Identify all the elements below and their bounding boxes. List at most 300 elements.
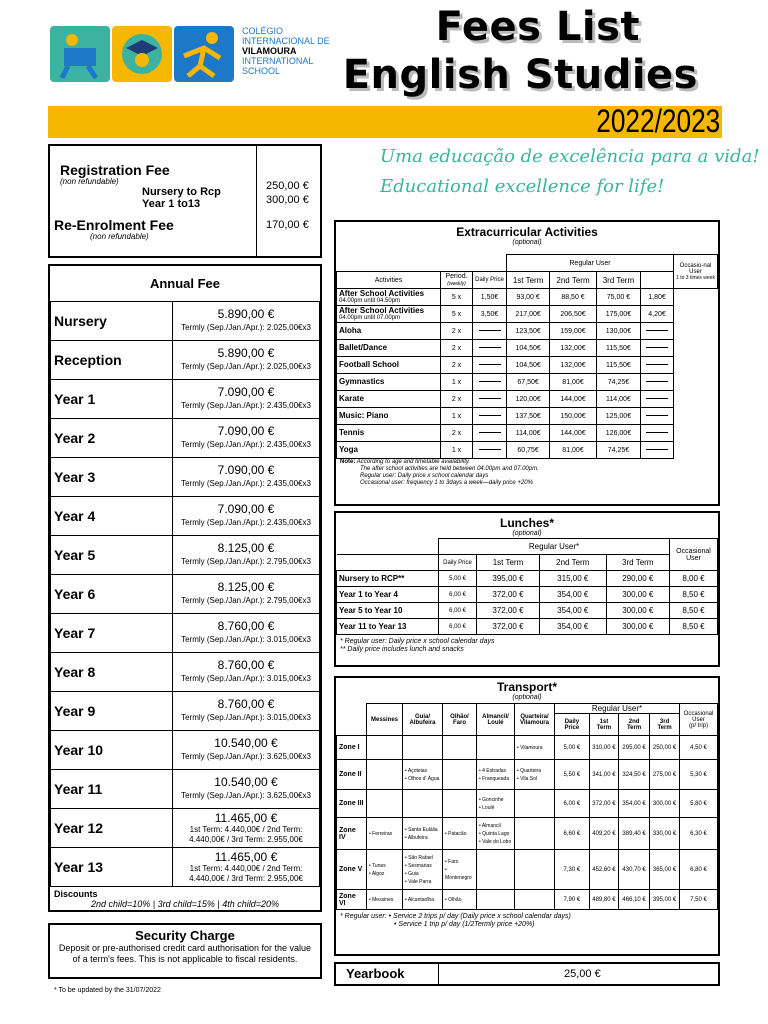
slogan-en: Educational excellence for life! — [380, 176, 665, 197]
transport-box — [334, 676, 720, 956]
eca-daily — [473, 374, 507, 391]
eca-t2: 81,00€ — [550, 374, 597, 391]
security-box — [48, 923, 322, 979]
eca-daily-header: Daily Price — [473, 272, 507, 289]
eca-table — [336, 254, 718, 459]
annual-fee-amount: 5.890,00 € — [217, 346, 275, 360]
annual-fee-amount: 8.760,00 € — [217, 697, 275, 711]
transport-t1: 310,00 € — [589, 736, 618, 760]
annual-fee-termly: Termly (Sep./Jan./Apr.): 2.435,00€x3 — [181, 479, 311, 488]
security-text: Deposit or pre-authorised credit card authorisation for the value of a term's fees. This is not applicable to fiscal residents. — [58, 943, 312, 964]
eca-activity-name: Music: Piano — [339, 411, 389, 420]
transport-olhao-places — [443, 818, 477, 850]
transport-messines-header: Messines — [367, 704, 403, 736]
annual-fee-label: Year 12 — [51, 809, 173, 848]
eca-row — [337, 374, 718, 391]
eca-t1: 217,00€ — [507, 306, 550, 323]
annual-fee-cell — [173, 341, 320, 380]
eca-box — [334, 220, 720, 506]
annual-fee-row — [51, 302, 320, 341]
transport-daily: 6,00 € — [555, 790, 590, 818]
annual-fee-termly: Termly (Sep./Jan./Apr.): 2.025,00€x3 — [181, 323, 311, 332]
transport-place: • Alcantarilha — [405, 896, 434, 903]
eca-row — [337, 442, 718, 459]
logo-line: SCHOOL — [242, 66, 281, 76]
transport-guia-places — [403, 790, 443, 818]
transport-place: • Quarteira — [517, 767, 541, 774]
annual-fee-row — [51, 341, 320, 380]
transport-occ: 7,50 € — [680, 890, 718, 910]
transport-occasional-header — [680, 704, 718, 736]
eca-period: 2 x — [441, 357, 473, 374]
transport-quarteira-places — [515, 790, 555, 818]
transport-daily: 7,90 € — [555, 890, 590, 910]
logo-text — [242, 26, 330, 76]
annual-fee-cell — [173, 380, 320, 419]
lunches-label: Nursery to RCP** — [337, 571, 439, 587]
lunches-occasional-header: Occasional User — [670, 539, 718, 571]
eca-activity — [337, 289, 441, 306]
transport-messines-places — [367, 850, 403, 890]
lunches-daily: 5,00 € — [439, 571, 477, 587]
transport-almancil-header: Almancil/ Loulé — [477, 704, 515, 736]
lunches-t1: 372,00 € — [477, 587, 540, 603]
lunches-t1: 395,00 € — [477, 571, 540, 587]
eca-occasional — [641, 374, 674, 391]
transport-guia-places — [403, 818, 443, 850]
yearbook-value: 25,00 € — [564, 968, 601, 980]
eca-t3: 125,00€ — [596, 408, 640, 425]
eca-daily — [473, 391, 507, 408]
eca-t3: 74,25€ — [596, 442, 640, 459]
lunches-box — [334, 511, 720, 667]
slogan-pt: Uma educação de excelência para a vida! — [380, 146, 760, 167]
eca-dash — [646, 347, 668, 348]
discounts — [50, 887, 320, 911]
eca-daily — [473, 425, 507, 442]
eca-dash — [479, 415, 501, 416]
lunches-label: Year 5 to Year 10 — [337, 603, 439, 619]
annual-fee-termly: Termly (Sep./Jan./Apr.): 2.795,00€x3 — [181, 596, 311, 605]
eca-t2: 132,00€ — [550, 340, 597, 357]
transport-olhao-places — [443, 790, 477, 818]
eca-activities-header: Activities — [337, 272, 441, 289]
eca-occasional-note: 1 to 3 times week — [676, 274, 715, 281]
annual-fee-termly: Termly (Sep./Jan./Apr.): 2.025,00€x3 — [181, 362, 311, 371]
eca-activity-name: Tennis — [339, 428, 365, 437]
lunches-label: Year 11 to Year 13 — [337, 619, 439, 635]
annual-fee-cell — [173, 770, 320, 809]
eca-activity-time: 04.00pm until 07.00pm — [339, 314, 401, 321]
eca-activity-name: Football School — [339, 360, 399, 369]
lunches-row — [337, 619, 718, 635]
eca-period-header — [441, 272, 473, 289]
transport-row — [337, 850, 718, 890]
transport-place: • Faro — [445, 858, 459, 865]
discounts-title: Discounts — [54, 889, 98, 899]
annual-fee-row — [51, 458, 320, 497]
eca-subtitle: (optional) — [512, 239, 542, 246]
transport-note: * Regular user: • Service 2 trips p/ day (Daily price x school calendar days) — [340, 913, 571, 920]
lunches-occ: 8,00 € — [670, 571, 718, 587]
eca-period: 1 x — [441, 408, 473, 425]
annual-fee-row — [51, 770, 320, 809]
lunches-t3-header: 3rd Term — [606, 555, 669, 571]
lunches-regular-header: Regular User* — [439, 539, 670, 555]
eca-activity-name: After School Activities — [339, 288, 425, 298]
eca-t1: 60,75€ — [507, 442, 550, 459]
eca-dash — [479, 347, 501, 348]
annual-fee-label: Year 1 — [51, 380, 173, 419]
annual-fee-title: Annual Fee — [50, 266, 320, 302]
eca-activity-time: 04.00pm until 04.50pm — [339, 297, 401, 304]
annual-fee-row — [51, 497, 320, 536]
discounts-text: 2nd child=10% | 3rd child=15% | 4th child=20% — [90, 899, 280, 909]
transport-guia-places — [403, 890, 443, 910]
eca-occasional-value: 1,80€ — [648, 293, 666, 301]
transport-almancil-places — [477, 850, 515, 890]
eca-note-label: Note: — [340, 459, 356, 465]
transport-regular-header: Regular User* — [555, 704, 680, 714]
transport-table — [336, 703, 718, 910]
transport-row — [337, 736, 718, 760]
eca-t2-header: 2nd Term — [550, 272, 597, 289]
annual-fee-label: Year 2 — [51, 419, 173, 458]
eca-dash — [646, 449, 668, 450]
eca-dash — [479, 381, 501, 382]
eca-occasional — [641, 357, 674, 374]
eca-t1: 104,50€ — [507, 357, 550, 374]
transport-t2: 389,40 € — [619, 818, 650, 850]
eca-dash — [479, 449, 501, 450]
transport-occ: 6,30 € — [680, 818, 718, 850]
eca-title: Extracurricular Activities — [456, 225, 598, 239]
eca-period-label: Period. — [445, 273, 468, 280]
transport-almancil-places — [477, 736, 515, 760]
transport-place: • Algoz — [369, 870, 385, 877]
lunches-t2: 354,00 € — [539, 619, 606, 635]
annual-fee-cell — [173, 536, 320, 575]
transport-t1: 372,00 € — [589, 790, 618, 818]
transport-olhao-places — [443, 760, 477, 790]
transport-place: • Quinta Lago — [479, 830, 510, 837]
lunches-t2-header: 2nd Term — [539, 555, 606, 571]
eca-t3: 126,00€ — [596, 425, 640, 442]
annual-fee-amount: 8.125,00 € — [217, 541, 275, 555]
annual-fee-row — [51, 536, 320, 575]
eca-period: 5 x — [441, 306, 473, 323]
school-year: 2022/2023 — [595, 103, 720, 139]
transport-almancil-places — [477, 790, 515, 818]
annual-fee-termly: 1st Term: 4.440,00€ / 2nd Term: — [189, 824, 303, 834]
eca-occasional-value: 4,20€ — [648, 310, 666, 318]
annual-fee-row — [51, 614, 320, 653]
annual-fee-amount: 11.465,00 € — [214, 810, 278, 825]
transport-place: • Açoteias — [405, 767, 428, 774]
annual-fee-row — [51, 692, 320, 731]
eca-activity-name: Ballet/Dance — [339, 343, 388, 352]
transport-t1: 341,00 € — [589, 760, 618, 790]
annual-fee-termly: Termly (Sep./Jan./Apr.): 3.625,00€x3 — [181, 752, 311, 761]
eca-t2: 81,00€ — [550, 442, 597, 459]
annual-fee-amount: 7.090,00 € — [217, 385, 275, 399]
annual-fee-termly: Termly (Sep./Jan./Apr.): 3.625,00€x3 — [181, 791, 311, 800]
annual-fee-termly: Termly (Sep./Jan./Apr.): 3.015,00€x3 — [181, 635, 311, 644]
eca-dash — [646, 330, 668, 331]
eca-dash — [646, 415, 668, 416]
eca-activity-name: Karate — [339, 394, 364, 403]
eca-t1: 137,50€ — [507, 408, 550, 425]
title-line1: Fees List — [435, 4, 640, 50]
logo-graduate-icon — [112, 26, 172, 82]
lunches-t1: 372,00 € — [477, 619, 540, 635]
lunches-row — [337, 603, 718, 619]
annual-fee-cell — [173, 614, 320, 653]
transport-place: • Montenegro — [445, 866, 472, 881]
annual-fee-amount: 8.760,00 € — [217, 658, 275, 672]
eca-row — [337, 306, 718, 323]
lunches-t2: 354,00 € — [539, 603, 606, 619]
eca-occasional — [641, 306, 674, 323]
lunches-t2: 315,00 € — [539, 571, 606, 587]
eca-daily — [473, 408, 507, 425]
registration-label-nursery: Nursery to Rcp — [142, 186, 221, 198]
annual-fee-label: Year 9 — [51, 692, 173, 731]
registration-value-nursery: 250,00 € — [266, 180, 309, 192]
security-title: Security Charge — [135, 928, 235, 943]
eca-t2: 206,50€ — [550, 306, 597, 323]
transport-zone: Zone IV — [337, 818, 367, 850]
eca-activity — [337, 425, 441, 442]
lunches-note: * Regular user: Daily price x school calendar days — [340, 638, 495, 645]
transport-place: • Patacão — [445, 830, 467, 837]
transport-row — [337, 790, 718, 818]
transport-place: • Goncinhe — [479, 796, 504, 803]
eca-period: 2 x — [441, 323, 473, 340]
eca-activity — [337, 374, 441, 391]
transport-place: • Vale do Lobo — [479, 838, 512, 845]
eca-t3: 115,50€ — [596, 340, 640, 357]
transport-occ: 4,50 € — [680, 736, 718, 760]
transport-daily: 5,50 € — [555, 760, 590, 790]
annual-fee-label: Reception — [51, 341, 173, 380]
eca-period: 5 x — [441, 289, 473, 306]
transport-t3: 395,00 € — [650, 890, 680, 910]
transport-messines-places — [367, 736, 403, 760]
lunches-t3: 290,00 € — [606, 571, 669, 587]
annual-fee-row — [51, 575, 320, 614]
transport-place: • Olhos d' Água — [405, 775, 440, 782]
yearbook-box — [334, 962, 720, 986]
eca-row — [337, 340, 718, 357]
eca-occasional — [641, 323, 674, 340]
logo-line: INTERNACIONAL DE — [242, 36, 330, 46]
annual-fee-termly-cont: 4.440,00€ / 3rd Term: 2.955,00€ — [189, 873, 303, 883]
transport-guia-places — [403, 736, 443, 760]
transport-place: • Albufeira — [405, 834, 428, 841]
eca-activity-name: Aloha — [339, 326, 362, 335]
lunches-subtitle: (optional) — [512, 530, 542, 537]
annual-fee-termly: Termly (Sep./Jan./Apr.): 3.015,00€x3 — [181, 674, 311, 683]
eca-dash — [646, 364, 668, 365]
lunches-daily: 6,00 € — [439, 587, 477, 603]
eca-period: 1 x — [441, 442, 473, 459]
annual-fee-label: Year 4 — [51, 497, 173, 536]
annual-fee-cell — [173, 302, 320, 341]
eca-occasional — [641, 289, 674, 306]
transport-place: • Vale Parra — [405, 878, 432, 885]
lunches-row — [337, 587, 718, 603]
transport-title: Transport* — [496, 680, 557, 694]
eca-row — [337, 408, 718, 425]
transport-t3-header: 3rd Term — [650, 714, 680, 736]
transport-messines-places — [367, 790, 403, 818]
annual-fee-termly: Termly (Sep./Jan./Apr.): 2.795,00€x3 — [181, 557, 311, 566]
logo-line: INTERNATIONAL — [242, 56, 314, 66]
annual-fee-row — [51, 419, 320, 458]
eca-occasional — [641, 408, 674, 425]
transport-guia-header: Guia/ Albufeira — [403, 704, 443, 736]
transport-place: • Almancil — [479, 822, 501, 829]
annual-fee-label: Year 8 — [51, 653, 173, 692]
transport-place: • São Rafael — [405, 854, 433, 861]
eca-occasional — [641, 391, 674, 408]
eca-occasional-header — [674, 255, 718, 289]
lunches-t3: 300,00 € — [606, 587, 669, 603]
transport-t3: 330,00 € — [650, 818, 680, 850]
transport-daily: 7,30 € — [555, 850, 590, 890]
eca-t2: 144,00€ — [550, 425, 597, 442]
transport-t2: 430,70 € — [619, 850, 650, 890]
lunches-label: Year 1 to Year 4 — [337, 587, 439, 603]
transport-place: • Guia — [405, 870, 419, 877]
eca-t3: 115,50€ — [596, 357, 640, 374]
logo-line: VILAMOURA — [242, 46, 297, 56]
annual-fee-termly-cont: 4.440,00€ / 3rd Term: 2.955,00€ — [189, 834, 303, 844]
transport-almancil-places — [477, 760, 515, 790]
transport-place: • Santa Eulália — [405, 826, 438, 833]
eca-period: 1 x — [441, 374, 473, 391]
eca-t3: 130,00€ — [596, 323, 640, 340]
lunches-occ: 8,50 € — [670, 603, 718, 619]
eca-activity — [337, 306, 441, 323]
eca-t1: 67,50€ — [507, 374, 550, 391]
reenrol-title: Re-Enrolment Fee — [54, 217, 174, 233]
annual-fee-amount: 5.890,00 € — [217, 307, 275, 321]
eca-row — [337, 289, 718, 306]
transport-olhao-places — [443, 890, 477, 910]
eca-note: Occasional user: frequency 1 to 3days a week—daily price +20% — [360, 480, 533, 486]
annual-fee-termly: Termly (Sep./Jan./Apr.): 2.435,00€x3 — [181, 518, 311, 527]
transport-quarteira-places — [515, 760, 555, 790]
lunches-t3: 300,00 € — [606, 619, 669, 635]
eca-weekly-label: (weekly) — [447, 281, 466, 287]
annual-fee-label: Year 7 — [51, 614, 173, 653]
transport-zone: Zone II — [337, 760, 367, 790]
eca-daily-value: 1,50€ — [480, 293, 499, 301]
eca-daily — [473, 340, 507, 357]
eca-t2: 88,50 € — [550, 289, 597, 306]
transport-t2: 354,00 € — [619, 790, 650, 818]
eca-dash — [479, 364, 501, 365]
annual-fee-amount: 7.090,00 € — [217, 463, 275, 477]
registration-divider — [256, 146, 257, 256]
transport-t2: 295,00 € — [619, 736, 650, 760]
transport-notes — [336, 910, 718, 932]
transport-t2: 466,10 € — [619, 890, 650, 910]
registration-value-year: 300,00 € — [266, 194, 309, 206]
eca-t3: 74,25€ — [596, 374, 640, 391]
lunches-t1: 372,00 € — [477, 603, 540, 619]
transport-occ: 6,80 € — [680, 850, 718, 890]
eca-activity-name: Gymnastics — [339, 377, 385, 386]
annual-fee-cell — [173, 731, 320, 770]
transport-zone: Zone VI — [337, 890, 367, 910]
annual-fee-cell — [173, 848, 320, 887]
lunches-t3: 300,00 € — [606, 603, 669, 619]
annual-fee-termly: Termly (Sep./Jan./Apr.): 3.015,00€x3 — [181, 713, 311, 722]
eca-activity-name: Yoga — [339, 445, 358, 454]
reenrol-note: (non refundable) — [90, 232, 149, 241]
eca-activity — [337, 340, 441, 357]
transport-place: • Messines — [369, 896, 394, 903]
eca-dash — [479, 432, 501, 433]
eca-t2: 159,00€ — [550, 323, 597, 340]
transport-occ: 5,30 € — [680, 760, 718, 790]
eca-dash — [646, 432, 668, 433]
lunches-row — [337, 571, 718, 587]
eca-occasional — [641, 442, 674, 459]
lunches-daily: 6,00 € — [439, 603, 477, 619]
eca-row — [337, 357, 718, 374]
annual-fee-amount: 10.540,00 € — [214, 736, 278, 750]
transport-almancil-places — [477, 818, 515, 850]
transport-place: • Vilamoura — [517, 744, 543, 751]
transport-daily: 6,60 € — [555, 818, 590, 850]
transport-occasional-sub: (p/ trip) — [688, 722, 708, 729]
eca-t1: 93,00 € — [507, 289, 550, 306]
transport-guia-places — [403, 850, 443, 890]
annual-fee-amount: 11.465,00 € — [214, 849, 278, 864]
transport-place: • Sesmarias — [405, 862, 432, 869]
eca-daily-value: 3,50€ — [480, 310, 499, 318]
annual-fee-termly: Termly (Sep./Jan./Apr.): 2.435,00€x3 — [181, 401, 311, 410]
logo — [50, 26, 340, 88]
transport-messines-places — [367, 890, 403, 910]
eca-activity — [337, 357, 441, 374]
logo-reading-child-icon — [50, 26, 110, 82]
eca-regular-header: Regular User — [507, 255, 674, 272]
transport-quarteira-header: Quarteira/ Vilamoura — [515, 704, 555, 736]
annual-fee-termly: Termly (Sep./Jan./Apr.): 2.435,00€x3 — [181, 440, 311, 449]
eca-activity — [337, 408, 441, 425]
transport-t3: 365,00 € — [650, 850, 680, 890]
transport-place: • Franqueada — [479, 775, 510, 782]
footnote: * To be updated by the 31/07/2022 — [54, 987, 161, 994]
eca-t3-header: 3rd Term — [596, 272, 640, 289]
eca-activity-name: After School Activities — [339, 305, 425, 315]
eca-t2: 150,00€ — [550, 408, 597, 425]
registration-label-year: Year 1 to13 — [142, 198, 201, 210]
eca-daily — [473, 306, 507, 323]
annual-fee-label: Year 10 — [51, 731, 173, 770]
eca-row — [337, 391, 718, 408]
transport-note: • Service 1 trip p/ day (1/2Termly price +20%) — [394, 921, 535, 928]
eca-t1: 114,00€ — [507, 425, 550, 442]
transport-messines-places — [367, 818, 403, 850]
registration-title: Registration Fee — [60, 162, 170, 178]
annual-fee-box — [48, 264, 322, 912]
